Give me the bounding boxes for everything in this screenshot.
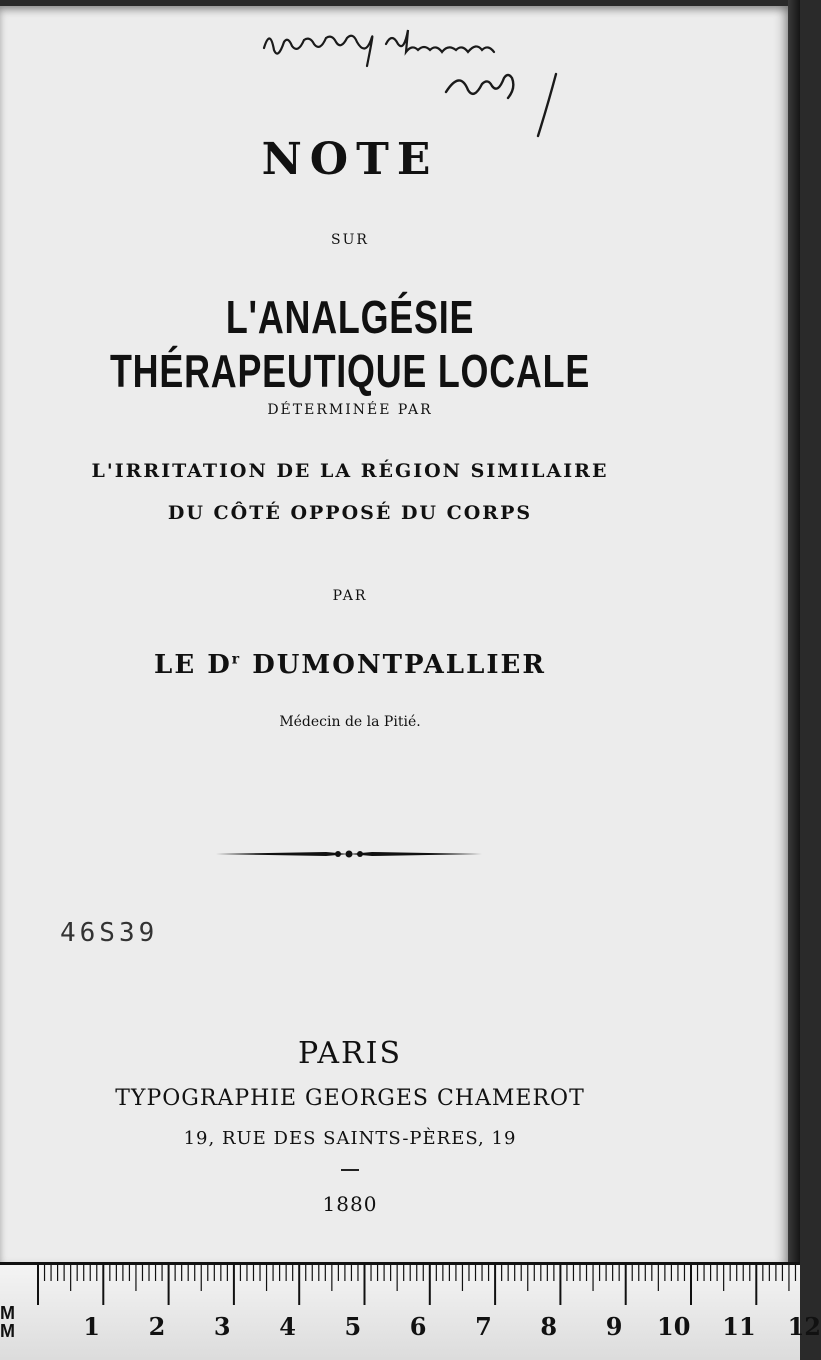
ruler-number: 6 — [409, 1312, 427, 1341]
sur-label: SUR — [331, 232, 369, 248]
ornament-divider — [216, 846, 482, 862]
measuring-ruler — [0, 1262, 800, 1360]
ruler-number: 4 — [279, 1312, 296, 1341]
ruler-number: 5 — [344, 1312, 362, 1341]
author-name: DUMONTPALLIER — [252, 650, 546, 680]
shelfmark-stamp: 46S39 — [60, 918, 159, 948]
ruler-number: 3 — [213, 1312, 231, 1341]
subtitle-line-1: L'IRRITATION DE LA RÉGION SIMILAIRE — [91, 460, 609, 482]
subtitle-line-2: DU CÔTÉ OPPOSÉ DU CORPS — [167, 502, 533, 524]
ruler-number: 10 — [657, 1312, 691, 1341]
handwritten-inscription — [256, 20, 656, 140]
ruler-number: 9 — [605, 1312, 623, 1341]
ruler-number: 7 — [475, 1312, 492, 1341]
par-label: PAR — [332, 588, 368, 604]
page-edge-shadow — [788, 0, 800, 1268]
ruler-number: 11 — [722, 1312, 756, 1341]
address: 19, RUE DES SAINTS-PÈRES, 19 — [183, 1128, 517, 1149]
year: 1880 — [322, 1192, 378, 1216]
author-prefix: LE D — [154, 650, 232, 680]
ruler-unit-label: MM — [0, 1303, 15, 1341]
ruler-number: 2 — [148, 1312, 166, 1341]
author — [0, 650, 700, 680]
ruler-number: 8 — [540, 1312, 558, 1341]
main-title: L'ANALGÉSIE THÉRAPEUTIQUE LOCALE — [109, 291, 591, 397]
ruler-number: 12 — [787, 1312, 821, 1341]
ruler-number: 1 — [83, 1312, 100, 1341]
note-title: NOTE — [261, 134, 439, 185]
short-rule — [341, 1169, 359, 1171]
determinee-label: DÉTERMINÉE PAR — [267, 402, 433, 418]
printer: TYPOGRAPHIE GEORGES CHAMEROT — [115, 1086, 585, 1111]
title-page — [0, 6, 790, 1268]
city: PARIS — [297, 1036, 403, 1071]
author-sup: r — [231, 651, 242, 668]
author-role: Médecin de la Pitié. — [279, 714, 421, 730]
